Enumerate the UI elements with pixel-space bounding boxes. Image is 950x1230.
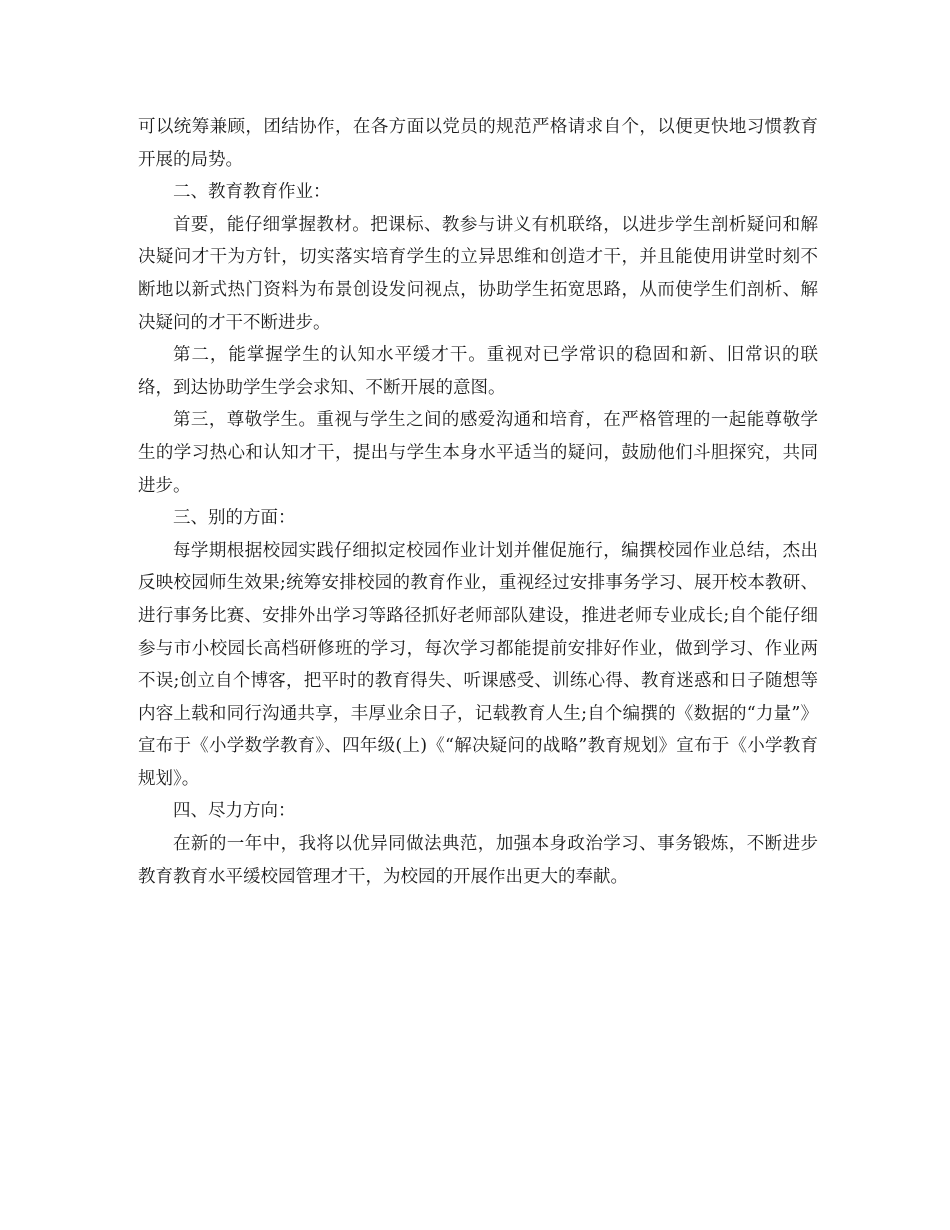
section-heading-teaching-work: 二、教育教育作业：: [173, 182, 331, 203]
paragraph-first-point: 首要，能仔细掌握教材。把课标、教参与讲义有机联络，以进步学生剖析疑问和解决疑问才干为方针，切实落实培育学生的立异思维和创造才干，并且能使用讲堂时刻不断地以新式热门资料为布景创设发问视点，协助学生拓宽思路，从而使学生们剖析、解决疑问的才干不断进步。: [138, 214, 818, 333]
paragraph-direction: 在新的一年中，我将以优异同做法典范，加强本身政治学习、事务锻炼，不断进步教育教育水平缓校园管理才干，为校园的开展作出更大的奉献。: [138, 834, 818, 887]
section-heading-direction: 四、尽力方向：: [173, 801, 296, 822]
section-heading-other-aspects: 三、别的方面：: [173, 508, 296, 529]
paragraph-other-aspects: 每学期根据校园实践仔细拟定校园作业计划并催促施行，编撰校园作业总结，杰出反映校园师生效果;统筹安排校园的教育作业，重视经过安排事务学习、展开校本教研、进行事务比赛、安排外出学习等路径抓好老师部队建设，推进老师专业成长;自个能仔细参与市小校园长高档研修班的学习，每次学习都能提前安排好作业，做到学习、作业两不误;创立自个博客，把平时的教育得失、听课感受、训练心得、教育迷惑和日子随想等内容上载和同行沟通共享，丰厚业余日子，记载教育人生;自个编撰的《数据的“力量”》宣布于《小学数学教育》、四年级(上)《“解决疑问的战略”教育规划》宣布于《小学教育规划》。: [138, 540, 818, 789]
paragraph-second-point: 第二，能掌握学生的认知水平缓才干。重视对已学常识的稳固和新、旧常识的联络，到达协助学生学会求知、不断开展的意图。: [138, 345, 818, 398]
paragraph-continuation: 可以统筹兼顾，团结协作，在各方面以党员的规范严格请求自个，以便更快地习惯教育开展的局势。: [138, 117, 818, 170]
document-body: [138, 111, 818, 893]
paragraph-third-point: 第三，尊敬学生。重视与学生之间的感爱沟通和培育，在严格管理的一起能尊敬学生的学习热心和认知才干，提出与学生本身水平适当的疑问，鼓励他们斗胆探究，共同进步。: [138, 410, 818, 496]
